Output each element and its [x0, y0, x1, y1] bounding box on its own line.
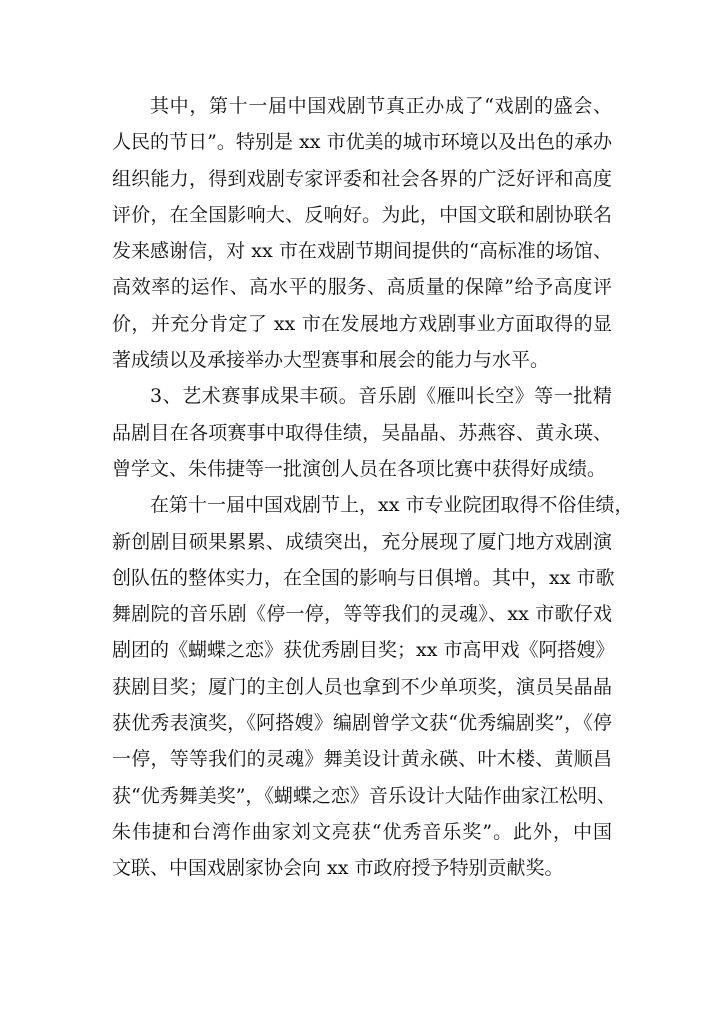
text-line: 获剧目奖；厦门的主创人员也拿到不少单项奖，演员吴晶晶 — [112, 675, 612, 698]
text-line: 高效率的运作、高水平的服务、高质量的保障”给予高度评 — [112, 276, 612, 299]
text-line: 朱伟捷和台湾作曲家刘文亮获“优秀音乐奖”。此外，中国 — [112, 820, 612, 843]
text-line: 舞剧院的音乐剧《停一停，等等我们的灵魂》、xx 市歌仔戏 — [112, 603, 612, 626]
text-line: 3、艺术赛事成果丰硕。音乐剧《雁叫长空》等一批精 — [150, 385, 612, 408]
text-line: 剧团的《蝴蝶之恋》获优秀剧目奖；xx 市高甲戏《阿搭嫂》 — [112, 639, 615, 662]
text-line: 曾学文、朱伟捷等一批演创人员在各项比赛中获得好成绩。 — [112, 457, 607, 480]
text-line: 创队伍的整体实力，在全国的影响与日俱增。其中，xx 市歌 — [112, 566, 615, 589]
text-line: 著成绩以及承接举办大型赛事和展会的能力与水平。 — [112, 349, 550, 372]
text-line: 获优秀表演奖，《阿搭嫂》编剧曾学文获“优秀编剧奖”，《停 — [112, 712, 612, 735]
text-line: 一停，等等我们的灵魂》舞美设计黄永碤、叶木楼、黄顺昌 — [112, 748, 612, 771]
text-line: 发来感谢信，对 xx 市在戏剧节期间提供的“高标准的场馆、 — [112, 240, 612, 263]
text-line: 文联、中国戏剧家协会向 xx 市政府授予特别贡献奖。 — [112, 857, 564, 880]
text-line: 评价，在全国影响大、反响好。为此，中国文联和剧协联名 — [112, 203, 612, 226]
text-line: 获“优秀舞美奖”，《蝴蝶之恋》音乐设计大陆作曲家江松明、 — [112, 784, 616, 807]
paragraph — [112, 487, 634, 886]
text-line: 新创剧目硕果累累、成绩突出，充分展现了厦门地方戏剧演 — [112, 530, 612, 553]
paragraph — [112, 88, 612, 378]
text-line: 人民的节日”。特别是 xx 市优美的城市环境以及出色的承办 — [112, 131, 612, 154]
text-line: 组织能力，得到戏剧专家评委和社会各界的广泛好评和高度 — [112, 167, 612, 190]
text-line: 品剧目在各项赛事中取得佳绩，吴晶晶、苏燕容、黄永瑛、 — [112, 421, 612, 444]
text-line: 在第十一届中国戏剧节上，xx 市专业院团取得不俗佳绩， — [150, 494, 634, 517]
text-line: 价，并充分肯定了 xx 市在发展地方戏剧事业方面取得的显 — [112, 312, 612, 335]
paragraph — [112, 378, 612, 487]
text-line: 其中，第十一届中国戏剧节真正办成了“戏剧的盛会、 — [150, 95, 612, 117]
body-text — [112, 88, 634, 887]
